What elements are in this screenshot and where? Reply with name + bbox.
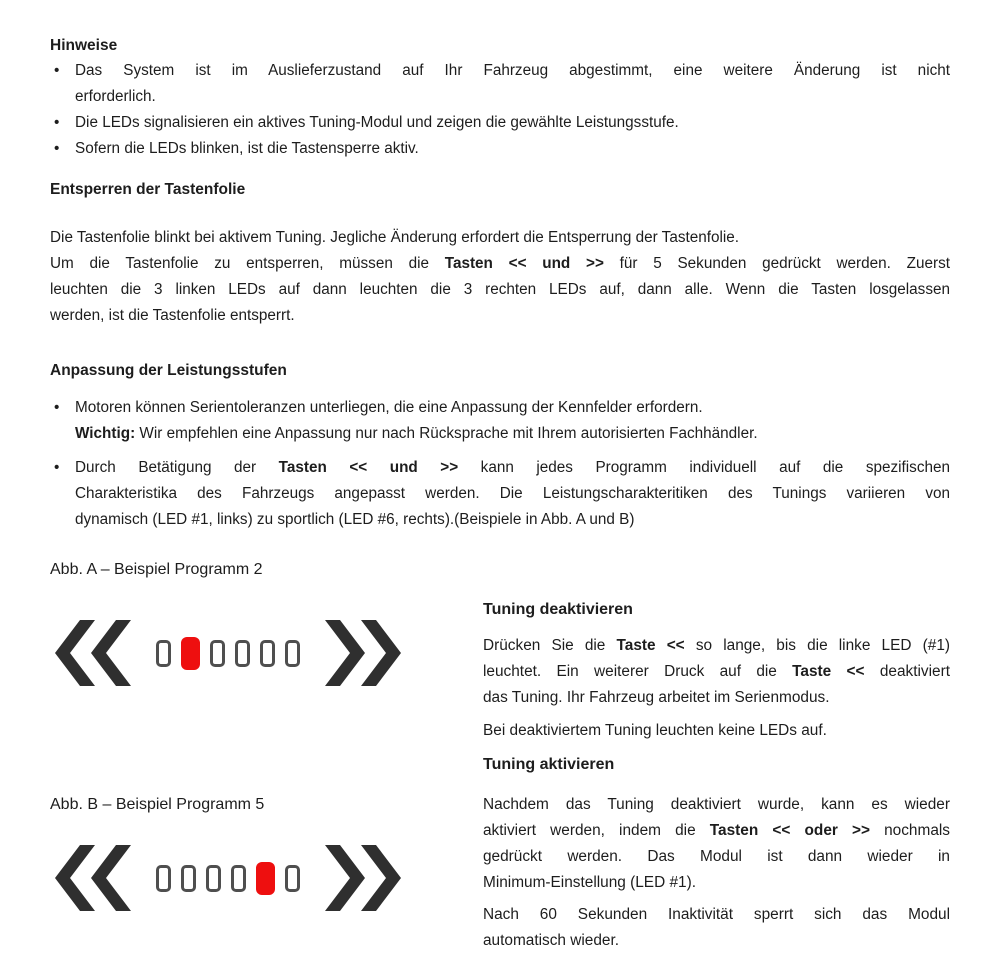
figure-a-caption: Abb. A – Beispiel Programm 2 xyxy=(50,561,263,578)
led-5-on xyxy=(256,862,275,895)
bold-wichtig-label: Wichtig: xyxy=(75,425,136,442)
led-3-off xyxy=(210,640,225,667)
text-line: automatisch wieder. xyxy=(483,932,620,949)
text-segment: deaktiviert xyxy=(864,663,950,680)
bullet-text xyxy=(75,58,950,110)
led-2-off xyxy=(181,865,196,892)
text-segment: so lange, bis die linke LED (#1) xyxy=(684,637,950,654)
text-segment: Wir empfehlen eine Anpassung nur nach Rücksprache mit Ihrem autorisierten Fachhändler. xyxy=(135,425,758,442)
section-title-hinweise: Hinweise xyxy=(50,37,118,54)
text-line: Die Tastenfolie blinkt bei aktivem Tuning. Jegliche Änderung erfordert die Entsperrung der Tastenfolie. xyxy=(50,229,740,246)
bullet-text xyxy=(75,455,950,533)
led-1-off xyxy=(156,640,171,667)
bold-button-reference: Tasten << oder >> xyxy=(709,822,870,839)
text-line xyxy=(483,818,950,844)
led-3-off xyxy=(206,865,221,892)
figure-b-led-display xyxy=(55,845,483,911)
section-entsperren xyxy=(50,180,950,329)
text-line: Nach 60 Sekunden Inaktivität sperrt sich das Modul xyxy=(483,906,950,923)
led-strip-program-2 xyxy=(156,637,300,670)
led-6-off xyxy=(285,640,300,667)
section-title-tuning-aktivieren: Tuning aktivieren xyxy=(483,756,615,773)
bold-button-reference: Taste << xyxy=(792,663,865,680)
figure-a-led-display xyxy=(55,620,483,686)
text-line: gedrückt werden. Das Modul ist dann wieder in xyxy=(483,848,950,865)
text-segment: nochmals xyxy=(869,822,950,839)
bullet-item xyxy=(50,395,950,447)
bullet-icon: • xyxy=(54,114,60,131)
text-segment: für 5 Sekunden gedrückt werden. Zuerst xyxy=(603,255,951,272)
bold-button-reference: Taste << xyxy=(616,637,685,654)
figures-column xyxy=(50,560,483,954)
bold-button-reference: Tasten << und >> xyxy=(444,255,604,272)
instructions-column xyxy=(483,560,950,954)
led-4-off xyxy=(231,865,246,892)
bullet-icon: • xyxy=(54,399,60,416)
double-chevron-left-icon xyxy=(55,845,131,911)
text-segment: Drücken Sie die xyxy=(483,637,617,654)
bullet-item xyxy=(50,110,950,136)
text-line xyxy=(483,633,950,659)
text-segment: leuchtet. Ein weiterer Druck auf die xyxy=(483,663,793,680)
aktivieren-note xyxy=(483,902,950,954)
text-line: Motoren können Serientoleranzen unterliegen, die eine Anpassung der Kennfelder erfordern. xyxy=(75,399,703,416)
deaktivieren-paragraph xyxy=(483,633,950,711)
bullet-text xyxy=(75,395,950,447)
double-chevron-right-icon xyxy=(325,845,401,911)
bullet-icon: • xyxy=(54,459,60,476)
bullet-icon: • xyxy=(54,140,60,157)
text-line xyxy=(75,421,950,447)
section-anpassung xyxy=(50,361,950,533)
text-line: leuchten die 3 linken LEDs auf dann leuchten die 3 rechten LEDs auf, dann alle. Wenn die Tasten losgelassen xyxy=(50,281,950,298)
text-line: Nachdem das Tuning deaktiviert wurde, kann es wieder xyxy=(483,796,950,813)
text-line: Sofern die LEDs blinken, ist die Tastensperre aktiv. xyxy=(75,140,419,157)
figures-and-instructions xyxy=(50,560,950,954)
led-2-on xyxy=(181,637,200,670)
text-line: werden, ist die Tastenfolie entsperrt. xyxy=(50,307,295,324)
aktivieren-paragraph xyxy=(483,792,950,896)
figure-b-caption: Abb. B – Beispiel Programm 5 xyxy=(50,796,265,813)
bullet-text xyxy=(75,136,950,162)
led-6-off xyxy=(285,865,300,892)
section-title-tuning-deaktivieren: Tuning deaktivieren xyxy=(483,601,633,618)
bullet-item xyxy=(50,58,950,110)
text-line: das Tuning. Ihr Fahrzeug arbeitet im Serienmodus. xyxy=(483,689,830,706)
text-line xyxy=(483,659,950,685)
double-chevron-right-icon xyxy=(325,620,401,686)
led-strip-program-5 xyxy=(156,862,300,895)
text-segment: Um die Tastenfolie zu entsperren, müssen die xyxy=(50,255,445,272)
bullet-icon: • xyxy=(54,62,60,79)
section-title-entsperren: Entsperren der Tastenfolie xyxy=(50,181,246,198)
led-4-off xyxy=(235,640,250,667)
bullet-item xyxy=(50,455,950,533)
text-line: Das System ist im Auslieferzustand auf Ihr Fahrzeug abgestimmt, eine weitere Änderung ist nicht xyxy=(75,62,950,79)
text-segment: aktiviert werden, indem die xyxy=(483,822,710,839)
text-line: Charakteristika des Fahrzeugs angepasst werden. Die Leistungscharakteritiken des Tunings variieren von xyxy=(75,485,950,502)
text-line: erforderlich. xyxy=(75,88,156,105)
text-line: dynamisch (LED #1, links) zu sportlich (LED #6, rechts).(Beispiele in Abb. A und B) xyxy=(75,511,635,528)
text-line xyxy=(50,251,950,277)
double-chevron-left-icon xyxy=(55,620,131,686)
led-1-off xyxy=(156,865,171,892)
bullet-item xyxy=(50,136,950,162)
entsperren-paragraph xyxy=(50,225,950,329)
text-line: Minimum-Einstellung (LED #1). xyxy=(483,874,696,891)
bold-button-reference: Tasten << und >> xyxy=(278,459,459,476)
text-segment: kann jedes Programm individuell auf die spezifischen xyxy=(458,459,951,476)
text-line: Die LEDs signalisieren ein aktives Tuning-Modul und zeigen die gewählte Leistungsstufe. xyxy=(75,114,679,131)
bullet-text xyxy=(75,110,950,136)
led-5-off xyxy=(260,640,275,667)
text-line: Bei deaktiviertem Tuning leuchten keine LEDs auf. xyxy=(483,722,827,739)
text-line xyxy=(75,455,950,481)
section-hinweise xyxy=(50,36,950,162)
deaktivieren-note xyxy=(483,718,950,744)
section-title-anpassung: Anpassung der Leistungsstufen xyxy=(50,362,287,379)
text-segment: Durch Betätigung der xyxy=(75,459,279,476)
